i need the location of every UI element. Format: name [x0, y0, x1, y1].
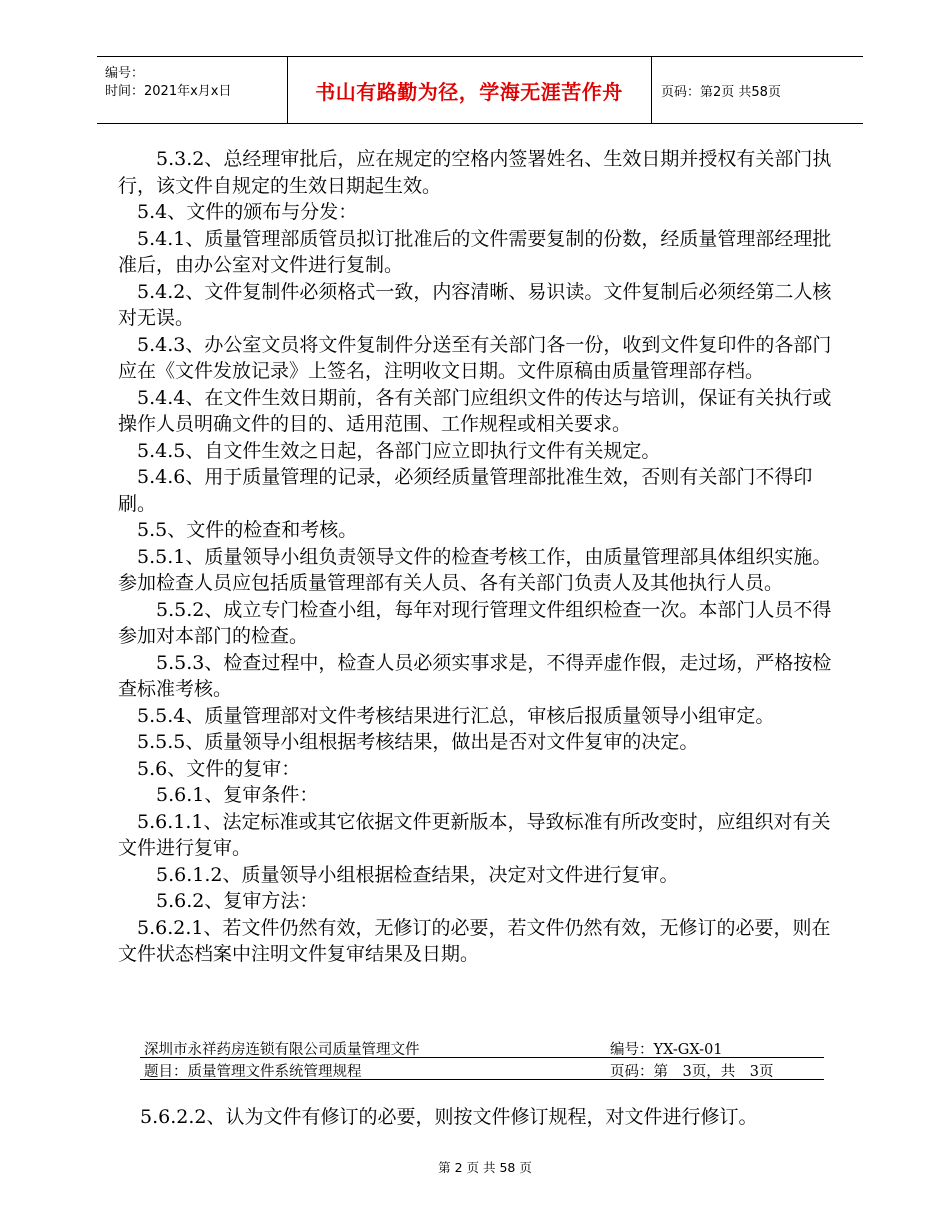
paragraph: 5.5.1、质量领导小组负责领导文件的检查考核工作，由质量管理部具体组织实施。参加检查人员应包括质量管理部有关人员、各有关部门负责人及其他执行人员。: [118, 545, 832, 594]
paragraph: 5.6.1、复审条件：: [118, 784, 319, 806]
paragraph: 5.4.6、用于质量管理的记录，必须经质量管理部批准生效，否则有关部门不得印刷。: [118, 466, 813, 515]
inner-header-row: [140, 1036, 824, 1058]
header-page-cell: [651, 57, 863, 123]
header-number-label: 编号：: [105, 66, 145, 81]
paragraph: 5.5.5、质量领导小组根据考核结果，做出是否对文件复审的决定。: [118, 731, 699, 753]
paragraph: 5.6.2、复审方法：: [118, 890, 319, 912]
last-paragraph: 5.6.2.2、认为文件有修订的必要，则按文件修订规程，对文件进行修订。: [140, 1106, 758, 1128]
inner-document-header: [140, 1036, 824, 1080]
paragraph: 5.4.5、自文件生效之日起，各部门应立即执行文件有关规定。: [118, 439, 661, 462]
inner-header-row: [140, 1058, 824, 1080]
page-header: [97, 56, 863, 124]
inner-page: 页码：第 3页，共 3页: [610, 1064, 774, 1080]
header-meta: [97, 57, 288, 123]
inner-title: 题目：质量管理文件系统管理规程: [144, 1064, 362, 1080]
inner-company: 深圳市永祥药房连锁有限公司质量管理文件: [144, 1042, 420, 1058]
header-page-info: 页码：第2页 共58页: [661, 84, 781, 100]
paragraph: 5.4.1、质量管理部质管员拟订批准后的文件需要复制的份数，经质量管理部经理批准后，由办公室对文件进行复制。: [118, 227, 832, 276]
header-motto: 书山有路勤为径，学海无涯苦作舟: [315, 79, 623, 104]
paragraph: 5.4.4、在文件生效日期前，各有关部门应组织文件的传达与培训，保证有关执行或操作人员明确文件的目的、适用范围、工作规程或相关要求。: [118, 386, 832, 435]
page-footer: 第 2 页 共 58 页: [438, 1160, 532, 1175]
header-time: 时间：2021年x月x日: [105, 84, 232, 99]
header-motto-cell: [287, 57, 652, 123]
paragraph: 5.3.2、总经理审批后，应在规定的空格内签署姓名、生效日期并授权有关部门执行，该文件自规定的生效日期起生效。: [118, 148, 832, 197]
paragraph: 5.4、文件的颁布与分发：: [118, 201, 358, 223]
inner-code: 编号：YX-GX-01: [610, 1042, 723, 1058]
paragraph: 5.4.3、办公室文员将文件复制件分送至有关部门各一份，收到文件复印件的各部门应在《文件发放记录》上签名，注明收文日期。文件原稿由质量管理部存档。: [118, 333, 832, 382]
document-body: [118, 146, 846, 968]
paragraph: 5.6、文件的复审：: [118, 757, 301, 780]
paragraph: 5.5.3、检查过程中，检查人员必须实事求是，不得弄虚作假，走过场，严格按检查标准考核。: [118, 651, 832, 700]
paragraph: 5.6.2.1、若文件仍然有效，无修订的必要，若文件仍然有效，无修订的必要，则在文件状态档案中注明文件复审结果及日期。: [118, 916, 831, 965]
paragraph: 5.6.1.1、法定标准或其它依据文件更新版本，导致标准有所改变时，应组织对有关文件进行复审。: [118, 810, 831, 859]
paragraph: 5.4.2、文件复制件必须格式一致，内容清晰、易识读。文件复制后必须经第二人核对无误。: [118, 280, 832, 329]
paragraph: 5.5、文件的检查和考核。: [118, 519, 358, 541]
paragraph: 5.5.2、成立专门检查小组，每年对现行管理文件组织检查一次。本部门人员不得参加对本部门的检查。: [118, 598, 832, 647]
paragraph: 5.6.1.2、质量领导小组根据检查结果，决定对文件进行复审。: [118, 863, 679, 886]
paragraph: 5.5.4、质量管理部对文件考核结果进行汇总，审核后报质量领导小组审定。: [118, 704, 775, 727]
